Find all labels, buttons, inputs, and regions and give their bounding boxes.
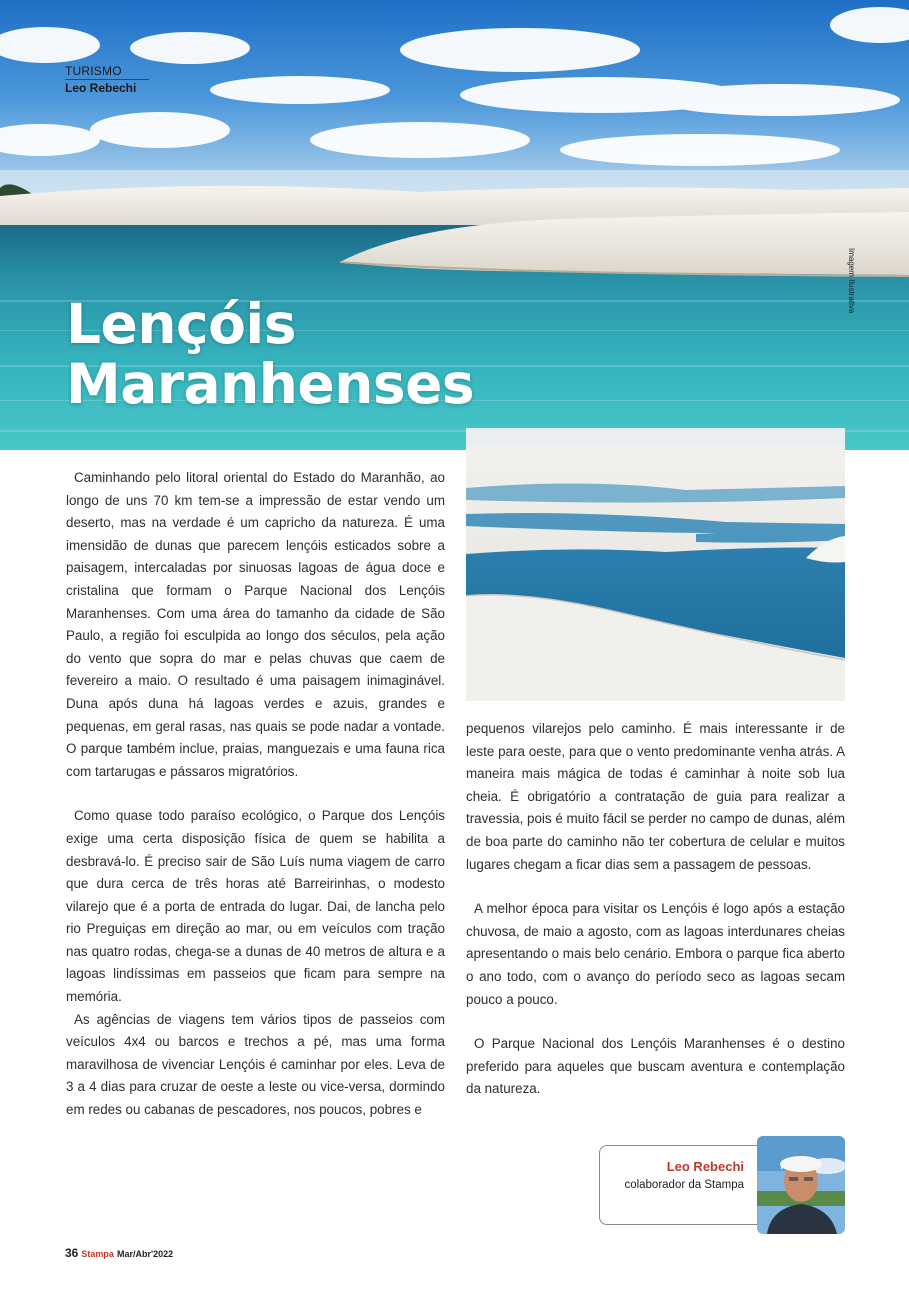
paragraph: pequenos vilarejos pelo caminho. É mais interessante ir de leste para oeste, para que o vento predominante venha atrás. A maneira mais mágica de todas é caminhar à noite sob lua cheia. É obrigatório a contratação de guia para realizar a travessia, pois é muito fácil se perder no campo de dunas, além de boa parte do caminho não ter cobertura de celular e muitos lugares chegam a ficar dias sem a passagem de pessoas. bbox=[466, 721, 845, 872]
author-role: colaborador da Stampa bbox=[624, 1179, 744, 1191]
author-name: Leo Rebechi bbox=[666, 1159, 744, 1174]
page-footer bbox=[65, 1246, 173, 1260]
page-number: 36 bbox=[65, 1246, 79, 1260]
paragraph: A melhor época para visitar os Lençóis é logo após a estação chuvosa, de maio a agosto, com as lagoas interdunares cheias apresentando o mais belo cenário. Embora o parque fica aberto o ano todo, com o avanço do período seco as lagoas secam pouco a pouco. bbox=[466, 901, 845, 1007]
author-avatar bbox=[757, 1136, 845, 1234]
article-title bbox=[66, 294, 474, 414]
paragraph: O Parque Nacional dos Lençóis Maranhenses é o destino preferido para aqueles que buscam aventura e contemplação da natureza. bbox=[466, 1036, 845, 1097]
hero-image bbox=[0, 0, 909, 450]
author-portrait-illustration bbox=[757, 1136, 845, 1234]
byline-author: Leo Rebechi bbox=[65, 81, 137, 95]
section-divider bbox=[65, 79, 149, 80]
title-line-1: Lençóis bbox=[66, 292, 296, 356]
title-line-2: Maranhenses bbox=[66, 352, 475, 416]
magazine-name: Stampa bbox=[81, 1249, 114, 1259]
image-caption bbox=[846, 248, 857, 312]
paragraph: Como quase todo paraíso ecológico, o Parque dos Lençóis exige uma certa disposição física de quem se habilita a desbravá-lo. É preciso sair de São Luís numa viagem de carro que dura cerca de três horas até Barreirinhas, o modesto vilarejo que é a porta de entrada do lugar. Dai, de lancha pelo rio Preguiças em direção ao mar, ou em veículos com tração nas quatro rodas, chega-se a dunas de 40 metros de altura e a lagoas lindíssimas em passeios que ficam para sempre na memória. bbox=[66, 808, 445, 1005]
section-label: TURISMO bbox=[65, 64, 122, 78]
dunes-lagoon-illustration bbox=[466, 428, 845, 701]
paragraph: As agências de viagens tem vários tipos de passeios com veículos 4x4 ou barcos e trechos a pé, mas uma forma maravilhosa de vivenciar Lençóis é caminhar por eles. Leva de 3 a 4 dias para cruzar de oeste a leste ou vice-versa, dormindo em redes ou cabanas de pescadores, nos poucos, pobres e bbox=[66, 1011, 445, 1118]
issue-date: Mar/Abr'2022 bbox=[117, 1249, 174, 1259]
image-caption-text: Imagem Ilustrativa bbox=[847, 248, 856, 314]
article-column-right bbox=[466, 718, 845, 1101]
paragraph: Caminhando pelo litoral oriental do Estado do Maranhão, ao longo de uns 70 km tem-se a impressão de estar vendo um deserto, mas na verdade é um capricho da natureza. É uma imensidão de dunas que parecem lençóis esticados sobre a paisagem, intercaladas por sinuosas lagoas de água doce e cristalina que formam o Parque Nacional dos Lençóis Maranhenses. Com uma área do tamanho da cidade de São Paulo, a região foi esculpida ao longo dos séculos, pela ação do vento que sopra do mar e pelas chuvas que caem de fevereiro a maio. O resultado é uma paisagem inimaginável. Duna após duna há lagoas verdes e azuis, grandes e pequenas, em geral rasas, nas quais se pode nadar a vontade. O parque também inclue, praias, manguezais e uma fauna rica com tartarugas e pássaros migratórios. bbox=[66, 470, 445, 779]
article-column-left bbox=[66, 467, 445, 1122]
dunes-lagoon-photo bbox=[466, 428, 845, 701]
